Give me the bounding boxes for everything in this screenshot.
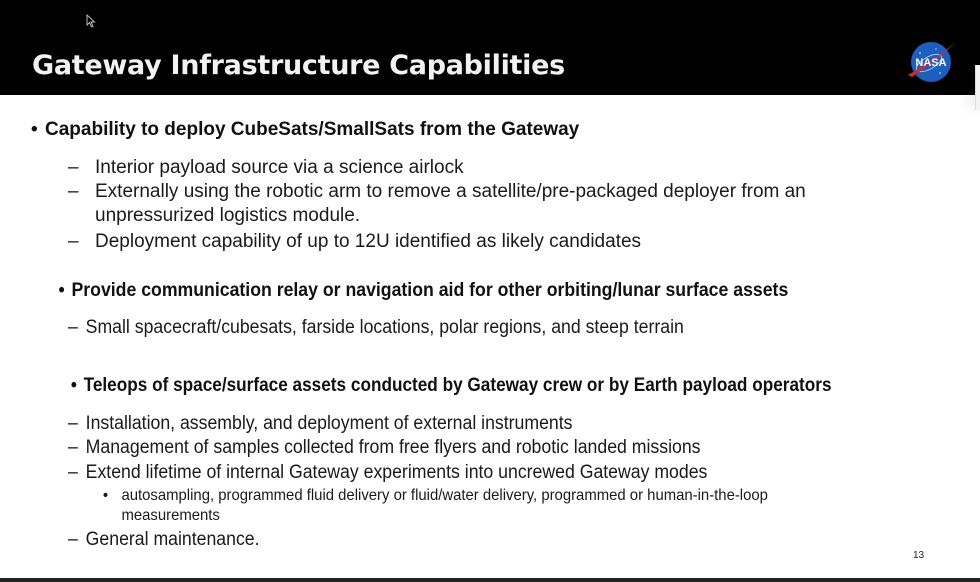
list-item: – Interior payload source via a science airlock [68, 157, 464, 178]
nasa-logo-icon [906, 37, 956, 87]
list-item: – Deployment capability of up to 12U identified as likely candidates [68, 231, 642, 252]
mouse-cursor-icon [86, 14, 96, 28]
list-item: – Externally using the robotic arm to remove a satellite/pre-packaged deployer from an unpressurized logistics module. [68, 181, 806, 226]
sub-list-item: • autosampling, programmed fluid delivery or fluid/water delivery, programmed or human-in-the-loop measurements [102, 487, 768, 524]
section-heading: • Provide communication relay or navigation aid for other orbiting/lunar surface assets [58, 280, 789, 301]
overlay-window-edge [975, 65, 980, 110]
list-item: – Small spacecraft/cubesats, farside locations, polar regions, and steep terrain [68, 317, 684, 338]
bottom-border [0, 578, 980, 582]
section-heading: • Capability to deploy CubeSats/SmallSats from the Gateway [31, 119, 580, 140]
svg-text:NASA: NASA [915, 57, 947, 69]
list-item: – Installation, assembly, and deployment of external instruments [68, 413, 573, 434]
section-heading: • Teleops of space/surface assets conducted by Gateway crew or by Earth payload operators [70, 375, 832, 396]
list-item: – Management of samples collected from free flyers and robotic landed missions [68, 437, 701, 458]
page-number: 13 [913, 550, 925, 561]
title-bar [0, 0, 980, 95]
slide-title: Gateway Infrastructure Capabilities [32, 50, 565, 81]
list-item: – General maintenance. [68, 529, 260, 550]
list-item: – Extend lifetime of internal Gateway experiments into uncrewed Gateway modes [68, 462, 708, 483]
